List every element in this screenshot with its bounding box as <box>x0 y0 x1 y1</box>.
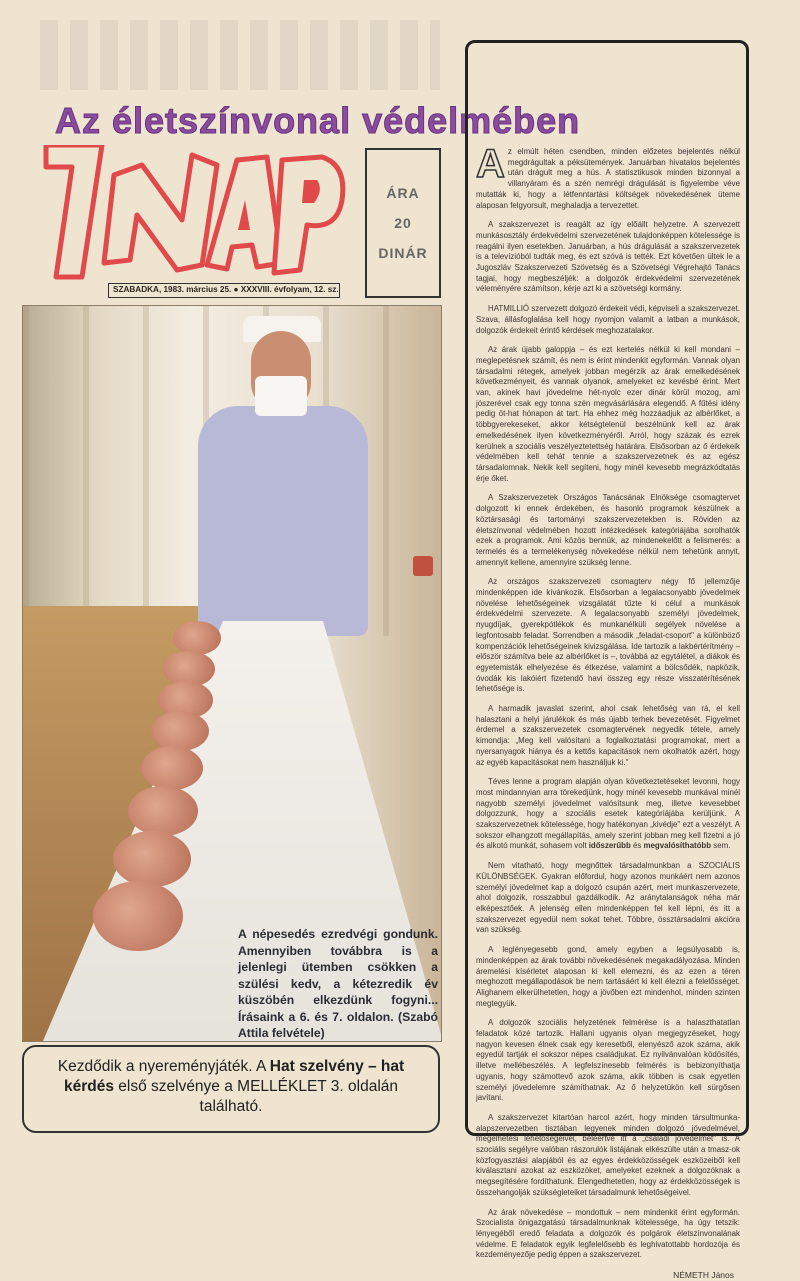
baby <box>151 711 209 751</box>
photo-red-object <box>413 556 433 576</box>
faded-banner <box>40 20 440 90</box>
nap-logo-icon <box>42 145 347 280</box>
promo-box <box>22 1045 440 1133</box>
paragraph-text: sem. <box>711 841 731 851</box>
article-paragraph: Az árak újabb galoppja – és ezt kertelés nélkül ki kell mondani – meglepetésnek számít, és nem is érint mindenkit egyformán. Vannak olyan társadalmi rétegek, amelyek jobban megérzik az árak emelkedésének következményeit, és vannak olyanok, amelyeket ez kevésbé érint. Mert van, akinek havi jövedelme hét-nyolc ezer dinár körül mozog, ami jószerével csak egy tonna szén megvásárlására elegendő. A fűtési idény pedig öt-hat hónapon át tart. Ha ehhez még hozzáadjuk az albérlőket, a többgyerekeseket, akkor kétségtelenül beszélnünk kell az árak emelkedésének ilyen következményéről. Arról, hogy százak és ezrek kerülnek a szociális veszélyeztetettség határára. Elsősorban az ő érdekeik védelmében kell tehát tennie a szakszervezetnek és az egész társadalomnak. Nekik kell segíteni, hogy minél kevesebb megrázkódtatás érje őket. <box>476 345 740 483</box>
author-signature: NÉMETH János <box>673 1270 734 1281</box>
article-paragraph: Nem vitatható, hogy megnőttek társadalmunkban a SZOCIÁLIS KÜLÖNBSÉGEK. Gyakran előfordul, hogy azonos munkáért nem azonos személyi jövedelmet kap a dolgozó csupán azért, mert munkaszervezete, ahol dolgozik, rosszabbul gazdálkodik. Az aránytalanságok néha már elképesztőek. A jelenség ellen mindenképpen fel kell lépni, és itt a szakszervezet egyedül nem sokat tehet. Többre, össztársadalmi akcióra van szükség. <box>476 861 740 935</box>
baby <box>173 621 221 655</box>
article-paragraph: A harmadik javaslat szerint, ahol csak lehetőség van rá, el kell halasztani a helyi járulékok és más újabb terhek bevezetését. Figyelmet érdemel a szakszervezetek csomagtervének negyedik tétele, amely kimondja: „Meg kell valósítani a foglalkoztatási programokat, mert a nyersanyagok hiánya és a kettős kapacitások nem okolhatók azért, hogy az egyéb kapacitásokat nem használjuk ki." <box>476 704 740 767</box>
masthead-logo <box>42 145 347 280</box>
editorial-article <box>465 40 749 1281</box>
price-currency: DINÁR <box>378 245 428 261</box>
article-paragraph: A dolgozók szociális helyzetének felmérése is a halaszthatatlan feladatok közé tartozik. Hallani ugyanis olyan megjegyzéseket, hogy nagyon kevesen élnek csak egy keresetből, elenyésző azok száma, akik egyedül tartják el sokszor népes családjukat. Ez nyilvánvalóan ködösítés, illetve mellébeszélés. A legfelszínesebb felmérés is bebizonyíthatja ugyanis, hogy számottevő azok száma, akik többen is csak egyetlen személyi jövedelemre számíthatnak. Az ő helyzetükön kell sürgősen javítani. <box>476 1018 740 1103</box>
promo-text: Kezdődik a nyereményjáték. A <box>57 1058 270 1075</box>
baby <box>128 786 198 836</box>
promo-text-end: első szelvénye a MELLÉKLET 3. oldalán található. <box>113 1078 399 1115</box>
article-paragraph: A szakszervezet is reagált az így előállt helyzetre. A szervezett munkásosztály érdekvédelmi szervezetének tulajdonképpen kötelessége is reagálni ilyen esetekben. Januárban, a hús drágulását a szakszervezetek is a televízióból tudták meg, és ezt szóvá is tették. Ezt követően ültek le a Jugoszláv Szakszervezeti Szövetség és a Szövetségi Végrehajtó Tanács tagjai, hogy megbeszéljék: a dolgozók érdekvédelmi szervezetének véleményére számítson, kérje azt ki a szövetségi kormány. <box>476 220 740 294</box>
drop-cap: A <box>476 142 505 186</box>
dateline: SZABADKA, 1983. március 25. ● XXXVIII. évfolyam, 12. sz. <box>108 283 340 298</box>
cover-photo <box>22 305 442 1042</box>
paragraph-text: z elmúlt héten csendben, minden előzetes bejelentés nélkül megdrágultak a péksütemények. Januárban hivatalos bejelentés után drágult meg a hús. A statisztikusok minden bizonnyal a villanyáram és a szén nemrégi drágulását is figyelembe véve mutatták ki, hogy a létfenntartási költségek növekedésének üteme alaposan felgyorsult, meghaladja a tervezettet. <box>476 147 740 210</box>
promo-bold: Hat szelvény – hat kérdés <box>63 1058 405 1095</box>
price-value: 20 <box>394 215 412 231</box>
bold-word: megvalósíthatóbb <box>643 841 712 851</box>
article-paragraph: A Szakszervezetek Országos Tanácsának Elnöksége csomagtervet dolgozott ki ennek érdekében, és hasonló programok készülnek a köztársasági és tartományi szakszervezetekben is. Röviden az életszínvonal védelmében hozott intézkedések kategóriájába sorolhatók ezek a programok. Ami közös bennük, az mindenekelőtt a felismerés: a termelés és a termelékenység növekedése nélkül nem tehetünk annyit, amennyit kellene, amennyire szükség lenne. <box>476 493 740 567</box>
baby <box>141 746 203 790</box>
bold-word: időszerűbb <box>588 841 631 851</box>
page-headline: Az életszínvonal védelmében <box>55 100 581 141</box>
article-paragraph: HATMILLIÓ szervezett dolgozó érdekeit védi, képviseli a szakszervezet. Szava, állásfoglalása kell hogy nyomjon valamit a latban a munkások, dolgozók érdekeit érintő kérdések meghozatalakor. <box>476 304 740 335</box>
article-paragraph <box>476 142 740 211</box>
price-label: ÁRA <box>386 185 420 201</box>
article-paragraph <box>476 777 740 852</box>
nurse-mask <box>255 376 307 416</box>
price-box <box>365 148 441 298</box>
baby <box>93 881 183 951</box>
article-paragraph: A leglényegesebb gond, amely egyben a legsúlyosabb is, mindenképpen az árak további növekedésének megakadályozása. Minden áremelési kísérletet alaposan ki kell elemezni, és az ezen a téren meghozott megállapodások be nem tartásáért ki kell élezni a felelősséget. Alighanem elkerülhetetlen, hogy a jövőben ezt mindenhol, minden szinten megtegyük. <box>476 945 740 1008</box>
article-paragraph: A szakszervezet kitartóan harcol azért, hogy minden társultmunka-alapszervezetben tisztában legyenek minden dolgozó jövedelmével, megélhetési lehetőségeivel, beleértve itt a „családi jövedelmet" is. A szociális segélyre valóban rászorulók listájának elkészülte után a tmasz-ok közfogyasztási alapjából és az egyes érdekközösségek eszközeiből kell kiválasztani azokat az eszközöket, amelyeket ezeknek a dolgozóknak a megsegítésére fordíthatunk. Elengedhetetlen, hogy az érdekközösségek is összehangolják szükségleteiket társadalmunk lehetőségeivel. <box>476 1112 740 1197</box>
nurse-figure <box>198 406 368 636</box>
article-paragraph: Az árak növekedése – mondottuk – nem mindenkit érint egyformán. Szocialista önigazgatású társadalmunknak kötelessége, ha úgy tetszik: lényegéből eredő feladata a dolgozók és polgárok életszínvonalának védelme. E feladatok egyik legfelelősebb és leghivatottabb hordozója és kezdeményezője pedig éppen a szakszervezet. <box>476 1207 740 1260</box>
baby <box>113 831 191 887</box>
paragraph-text: és <box>630 841 644 851</box>
photo-caption: A népesedés ezredvégi gondunk. Amennyiben továbbra is a jelenlegi ütemben csökken a szülési kedv, a kétezredik év küszöbén elkezdünk fogyni... Írásaink a 6. és 7. oldalon. (Szabó Attila felvétele) <box>238 927 438 1040</box>
article-paragraph: Az országos szakszervezeti csomagterv négy fő jellemzője mindenképpen ide kívánkozik. Elsősorban a legalacsonyabb jövedelmek növelése lehetőségeinek vizsgálatát tűzte ki célul a munkások érdekvédelmi szervezete. A legalacsonyabb személyi jövedelmek, nyugdíjak, gyerekpótlékok és munkanélküli segélyek növelése a legfontosabb feladat. Sorrendben a második „feladat-csoport" a különböző kompenzációk lehetőségeinek kivizsgálása. Ide tartozik a lakbértérítmény – először számítva bele az albérlőket is –, továbbá az egytálétel, a diákok és egyetemisták elhelyezése és étkezése, valamint a bölcsődék, napközik, óvodák kis lakóiért fizetendő havi összeg egy része visszatérítésének lehetősége is. <box>476 577 740 694</box>
paragraph-text: Téves lenne a program alapján olyan következtetéseket levonni, hogy most mindannyian arra törekedjünk, hogy minél kevesebb munkával minél nagyobb személyi jövedelmet valósítsunk meg, illetve kevesebbet dolgozzunk, hogy a szociális esetek kategóriájába kerüljünk. A szakszervezetnek kötelessége, hogy hatékonyan „kivédje" ezt a veszélyt. A sokszor elhangzott megállapítás, amely szerint jobban meg kell fizetni a jó és alkotó munkát, sohasem volt <box>476 777 740 851</box>
